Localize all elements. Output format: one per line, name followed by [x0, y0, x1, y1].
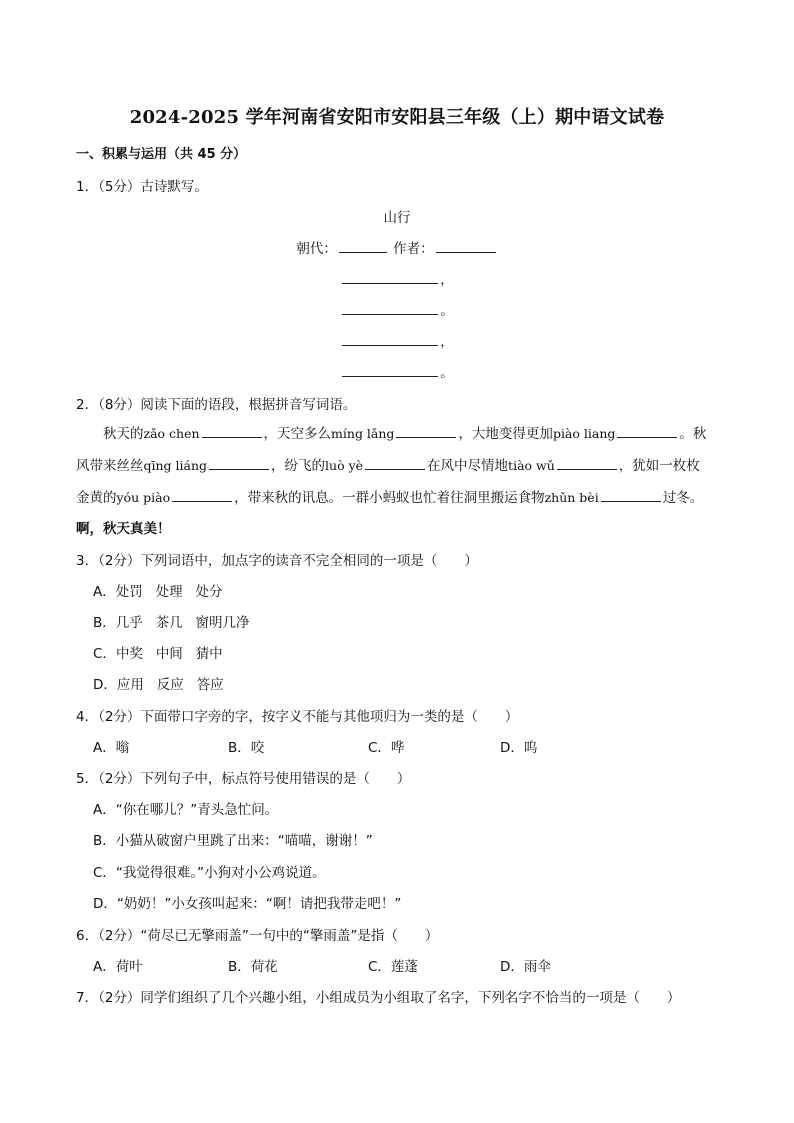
option-b[interactable]: B．咬 — [228, 740, 265, 756]
answer-blank[interactable] — [396, 424, 456, 438]
question-2-stem: 2．（8分）阅读下面的语段，根据拼音写词语。 — [76, 397, 357, 413]
option-c[interactable]: C．莲蓬 — [368, 959, 418, 975]
poem-line-3: ， — [0, 330, 794, 350]
option-c[interactable]: C．哗 — [368, 740, 405, 756]
author-label: 作者： — [393, 241, 434, 257]
option-b[interactable]: B．小猫从破窗户里跳了出来：“喵喵，谢谢！” — [93, 833, 373, 849]
era-label: 朝代： — [296, 241, 337, 257]
answer-blank[interactable] — [202, 424, 262, 438]
answer-blank[interactable] — [617, 424, 677, 438]
poem-line-2: 。 — [0, 299, 794, 319]
poem-blank[interactable] — [342, 270, 438, 284]
option-d[interactable]: D．应用 反应 答应 — [93, 677, 224, 693]
author-blank[interactable] — [436, 239, 496, 253]
era-blank[interactable] — [339, 239, 387, 253]
option-b[interactable]: B．荷花 — [228, 959, 278, 975]
section-heading: 一、积累与运用（共 45 分） — [76, 147, 247, 162]
poem-meta — [0, 237, 794, 257]
poem-line-4: 。 — [0, 361, 794, 381]
option-a[interactable]: A．“你在哪儿？”青头急忙问。 — [93, 802, 279, 818]
answer-blank[interactable] — [365, 456, 425, 470]
option-c[interactable]: C．“我觉得很难。”小狗对小公鸡说道。 — [93, 865, 326, 881]
poem-blank[interactable] — [342, 363, 438, 377]
question-2-passage: 秋天的zǎo chen ，天空多么míng lǎng ，大地变得更加piào liang 。秋 风带来丝丝qīng liáng ，纷飞的luò yè 在风中尽情地tiào wǔ ，犹如一枚枚 金黄的yóu piào ，带来秋的讯息。一群小蚂蚁也忙着往洞里搬运食物zhǔn bèi 过冬。 啊，秋天真美！ — [76, 426, 707, 537]
option-b[interactable]: B．几乎 茶几 窗明几净 — [93, 615, 250, 631]
option-d[interactable]: D．呜 — [500, 740, 538, 756]
poem-line-1: ， — [0, 268, 794, 288]
option-a[interactable]: A．嗡 — [93, 740, 130, 756]
page-title: 2024-2025 学年河南省安阳市安阳县三年级（上）期中语文试卷 — [129, 107, 665, 128]
poem-blank[interactable] — [342, 332, 438, 346]
poem-blank[interactable] — [342, 301, 438, 315]
answer-blank[interactable] — [209, 456, 269, 470]
option-d[interactable]: D．雨伞 — [500, 959, 551, 975]
question-1-stem: 1．（5分）古诗默写。 — [76, 179, 208, 195]
question-6-stem: 6．（2分）“荷尽已无擎雨盖”一句中的“擎雨盖”是指（ ） — [76, 928, 439, 944]
option-d[interactable]: D．“奶奶！”小女孩叫起来：“啊！请把我带走吧！” — [93, 896, 402, 912]
question-7-stem: 7．（2分）同学们组织了几个兴趣小组，小组成员为小组取了名字，下列名字不恰当的一项是（ ） — [76, 990, 681, 1006]
answer-blank[interactable] — [557, 456, 617, 470]
question-3-stem: 3．（2分）下列词语中，加点字的读音不完全相同的一项是（ ） — [76, 553, 478, 569]
poem-title: 山行 — [383, 210, 411, 226]
answer-blank[interactable] — [601, 488, 661, 502]
option-a[interactable]: A．处罚 处理 处分 — [93, 584, 223, 600]
option-a[interactable]: A．荷叶 — [93, 959, 143, 975]
question-4-stem: 4．（2分）下面带口字旁的字，按字义不能与其他项归为一类的是（ ） — [76, 709, 519, 725]
answer-blank[interactable] — [172, 488, 232, 502]
question-5-stem: 5．（2分）下列句子中，标点符号使用错误的是（ ） — [76, 771, 411, 787]
option-c[interactable]: C．中奖 中间 猜中 — [93, 646, 223, 662]
